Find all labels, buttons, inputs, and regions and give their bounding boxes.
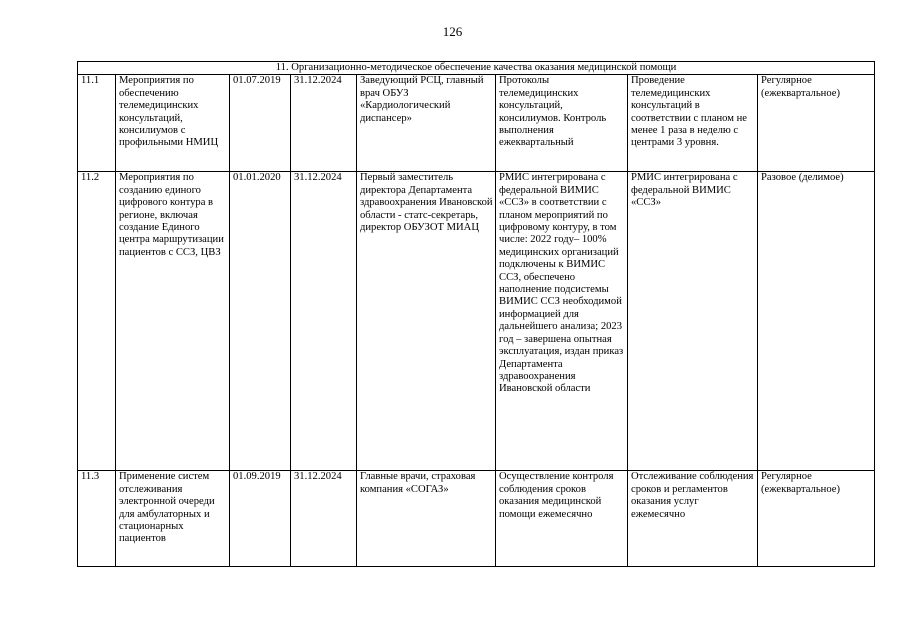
activity-type-cell: Регулярное (ежеквартальное) — [758, 75, 875, 172]
section-title: 11. Организационно-методическое обеспечение качества оказания медицинской помощи — [78, 62, 875, 75]
responsible-cell: Заведующий РСЦ, главный врач ОБУЗ «Кардиологический диспансер» — [357, 75, 496, 172]
start-date-cell: 01.07.2019 — [230, 75, 291, 172]
responsible-cell: Главные врачи, страховая компания «СОГАЗ» — [357, 471, 496, 567]
table-row — [78, 172, 875, 471]
row-number-cell: 11.1 — [78, 75, 116, 172]
activity-type-cell: Разовое (делимое) — [758, 172, 875, 471]
end-date-cell: 31.12.2024 — [291, 471, 357, 567]
end-date-cell: 31.12.2024 — [291, 172, 357, 471]
result-cell: Протоколы телемедицинских консультаций, консилиумов. Контроль выполнения ежеквартальный — [496, 75, 628, 172]
row-number-cell: 11.3 — [78, 471, 116, 567]
activity-type-cell: Регулярное (ежеквартальное) — [758, 471, 875, 567]
table-row — [78, 471, 875, 567]
action-plan-table — [77, 61, 875, 567]
row-number-cell: 11.2 — [78, 172, 116, 471]
indicator-cell: РМИС интегрирована с федеральной ВИМИС «ССЗ» — [628, 172, 758, 471]
start-date-cell: 01.01.2020 — [230, 172, 291, 471]
indicator-cell: Отслеживание соблюдения сроков и регламентов оказания услуг ежемесячно — [628, 471, 758, 567]
section-header-row — [78, 62, 875, 75]
activity-cell: Мероприятия по созданию единого цифрового контура в регионе, включая создание Единого центра маршрутизации пациентов с ССЗ, ЦВЗ — [116, 172, 230, 471]
activity-cell: Мероприятия по обеспечению телемедицинских консультаций, консилиумов с профильными НМИЦ — [116, 75, 230, 172]
result-cell: Осуществление контроля соблюдения сроков оказания медицинской помощи ежемесячно — [496, 471, 628, 567]
result-cell: РМИС интегрирована с федеральной ВИМИС «ССЗ» в соответствии с планом мероприятий по цифровому контуру, в том числе: 2022 году– 100% медицинских организаций подключены к ВИМИС ССЗ, обеспечено наполнение подсистемы ВИМИС ССЗ необходимой информацией для дальнейшего анализа; 2023 год – завершена опытная эксплуатация, издан приказ Департамента здравоохранения Ивановской области — [496, 172, 628, 471]
start-date-cell: 01.09.2019 — [230, 471, 291, 567]
page-number: 126 — [442, 24, 463, 39]
responsible-cell: Первый заместитель директора Департамента здравоохранения Ивановской области - статс-секретарь, директор ОБУЗОТ МИАЦ — [357, 172, 496, 471]
activity-cell: Применение систем отслеживания электронной очереди для амбулаторных и стационарных пациентов — [116, 471, 230, 567]
end-date-cell: 31.12.2024 — [291, 75, 357, 172]
table-row — [78, 75, 875, 172]
indicator-cell: Проведение телемедицинских консультаций в соответствии с планом не менее 1 раза в неделю с центрами 3 уровня. — [628, 75, 758, 172]
